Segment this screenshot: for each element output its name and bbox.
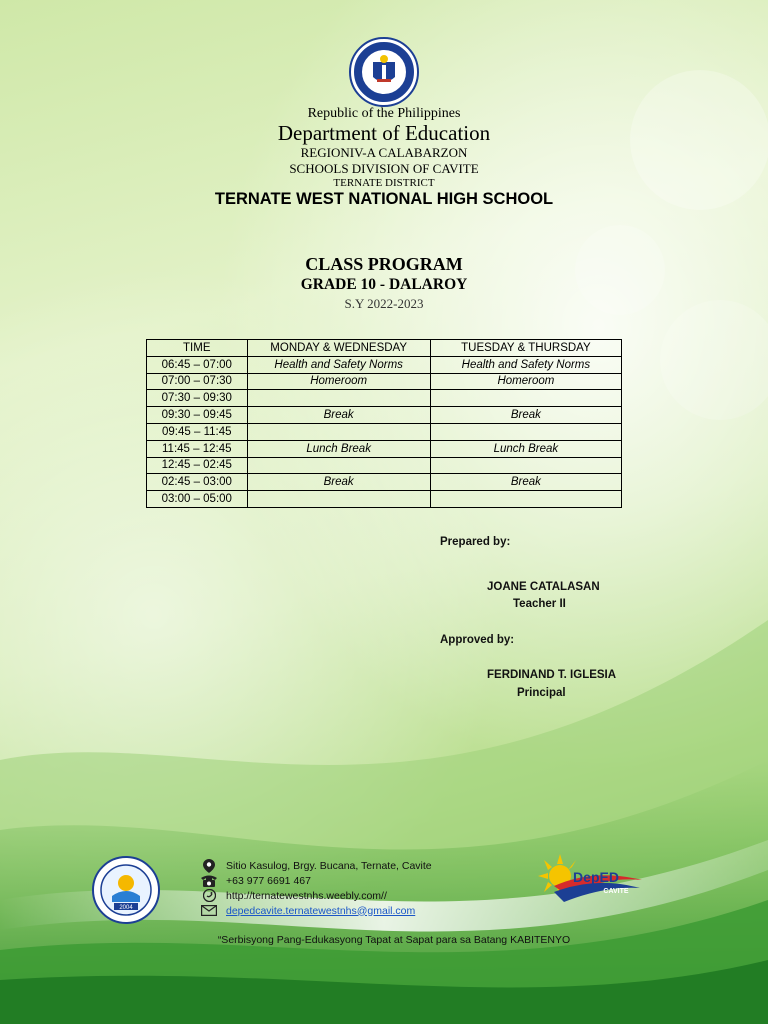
preparer-title: Teacher II: [513, 598, 566, 610]
phone-text: +63 977 6691 467: [226, 874, 311, 887]
department-heading: Department of Education: [277, 121, 491, 145]
region-heading: REGIONIV-A CALABARZON: [300, 145, 468, 160]
mon-wed-cell: Homeroom: [247, 373, 430, 390]
email-link[interactable]: depedcavite.ternatewestnhs@gmail.com: [226, 904, 416, 917]
class-schedule-table: [146, 339, 622, 508]
address-row: [200, 858, 432, 873]
mon-wed-cell: Break: [247, 407, 430, 424]
location-pin-icon: [200, 859, 218, 873]
school-year: S.Y 2022-2023: [344, 296, 424, 311]
school-seal-logo: [92, 856, 160, 924]
tue-thu-cell: [430, 457, 621, 474]
table-row: [147, 457, 622, 474]
deped-logo-subtext: CAVITE: [603, 888, 629, 895]
time-cell: 09:30 – 09:45: [147, 407, 248, 424]
telephone-icon: [200, 874, 218, 888]
tue-thu-cell: Lunch Break: [430, 440, 621, 457]
tue-thu-cell: Health and Safety Norms: [430, 356, 621, 373]
mon-wed-cell: [247, 491, 430, 508]
table-row: [147, 423, 622, 440]
mon-wed-cell: Lunch Break: [247, 440, 430, 457]
mon-wed-cell: Health and Safety Norms: [247, 356, 430, 373]
website-row: [200, 888, 432, 903]
approved-by-label: Approved by:: [440, 634, 515, 646]
approver-title: Principal: [517, 687, 566, 699]
time-cell: 11:45 – 12:45: [147, 440, 248, 457]
globe-icon: [200, 889, 218, 903]
time-cell: 07:00 – 07:30: [147, 373, 248, 390]
table-header-row: [147, 340, 622, 357]
district-heading: TERNATE DISTRICT: [333, 177, 435, 189]
mon-wed-cell: [247, 423, 430, 440]
contact-block: [200, 858, 432, 918]
tue-thu-cell: Break: [430, 474, 621, 491]
website-link[interactable]: http://ternatewestnhs.weebly.com//: [226, 889, 387, 902]
time-cell: 12:45 – 02:45: [147, 457, 248, 474]
tue-thu-cell: [430, 491, 621, 508]
table-row: [147, 373, 622, 390]
approver-name: FERDINAND T. IGLESIA: [487, 669, 617, 681]
envelope-icon: [200, 904, 218, 918]
school-motto: “Serbisyong Pang-Edukasyong Tapat at Sapat para sa Batang KABITENYO: [217, 934, 571, 946]
preparer-name: JOANE CATALASAN: [487, 581, 600, 593]
table-row: [147, 407, 622, 424]
time-cell: 09:45 – 11:45: [147, 423, 248, 440]
column-header-tue-thu: TUESDAY & THURSDAY: [430, 340, 621, 357]
class-program-title: CLASS PROGRAM: [305, 254, 463, 274]
tue-thu-cell: Break: [430, 407, 621, 424]
republic-heading: Republic of the Philippines: [307, 106, 461, 121]
email-row: [200, 903, 432, 918]
table-row: [147, 440, 622, 457]
prepared-by-label: Prepared by:: [440, 536, 511, 548]
tue-thu-cell: Homeroom: [430, 373, 621, 390]
division-heading: SCHOOLS DIVISION OF CAVITE: [289, 161, 479, 176]
phone-row: [200, 873, 432, 888]
time-cell: 07:30 – 09:30: [147, 390, 248, 407]
time-cell: 03:00 – 05:00: [147, 491, 248, 508]
mon-wed-cell: Break: [247, 474, 430, 491]
column-header-mon-wed: MONDAY & WEDNESDAY: [247, 340, 430, 357]
tue-thu-cell: [430, 423, 621, 440]
grade-section: GRADE 10 - DALAROY: [300, 276, 468, 293]
school-logo-year: 2004: [119, 905, 133, 911]
tue-thu-cell: [430, 390, 621, 407]
table-row: [147, 491, 622, 508]
time-cell: 02:45 – 03:00: [147, 474, 248, 491]
column-header-time: TIME: [147, 340, 248, 357]
table-row: [147, 356, 622, 373]
table-row: [147, 474, 622, 491]
deped-cavite-logo: [534, 846, 646, 912]
school-name: TERNATE WEST NATIONAL HIGH SCHOOL: [214, 190, 554, 208]
table-row: [147, 390, 622, 407]
mon-wed-cell: [247, 457, 430, 474]
deped-logo-text: DepED: [573, 869, 619, 885]
deped-seal-logo: [349, 37, 419, 107]
time-cell: 06:45 – 07:00: [147, 356, 248, 373]
address-text: Sitio Kasulog, Brgy. Bucana, Ternate, Cavite: [226, 859, 432, 872]
mon-wed-cell: [247, 390, 430, 407]
